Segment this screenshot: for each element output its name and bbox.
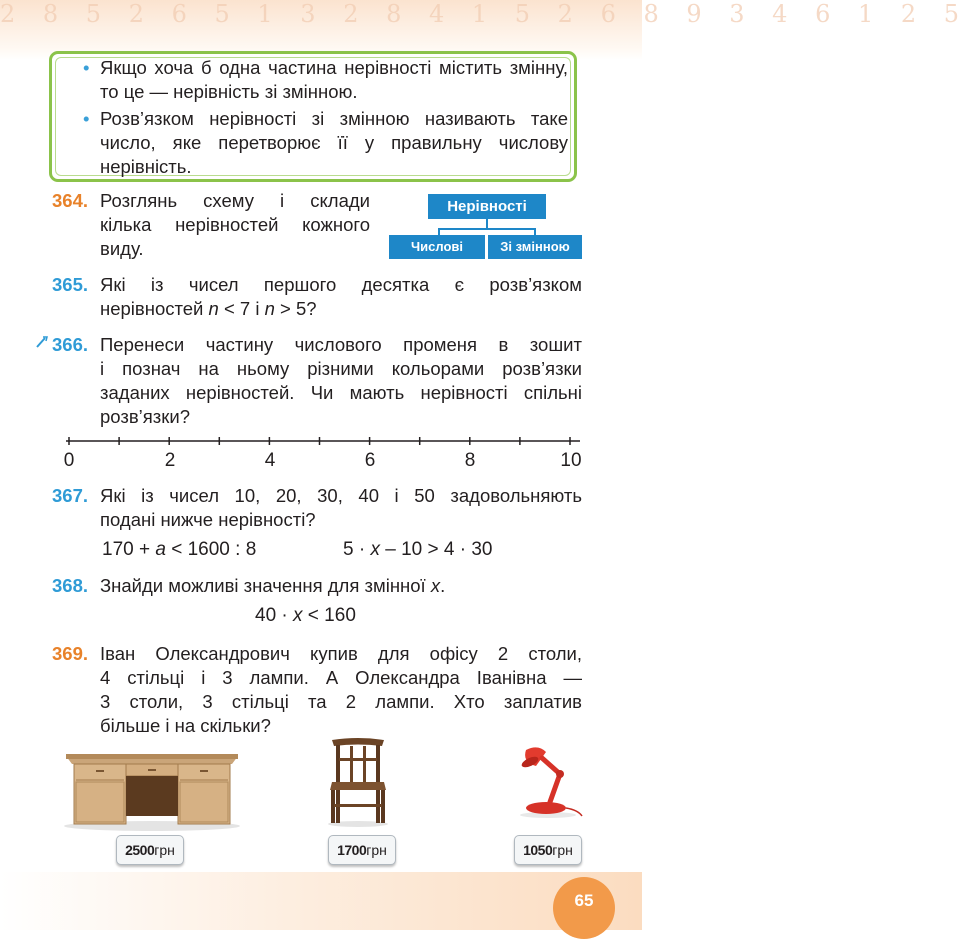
task-number: 364. [52, 190, 89, 211]
task-364-line: кілька нерівностей кожного [100, 214, 370, 235]
task-number: 366. [52, 334, 89, 355]
scheme-root-box: Нерівності [428, 194, 546, 219]
task-number: 369. [52, 643, 89, 664]
scheme-left-box: Числові [389, 235, 485, 259]
inequality-expression: 5 · x – 10 > 4 · 30 [343, 539, 493, 560]
task-369-line: Іван Олександрович купив для офісу 2 столи, [100, 643, 582, 664]
task-number: 368. [52, 575, 89, 596]
page-number: 65 [553, 877, 615, 939]
task-365-line: Які із чисел першого десятка є розв’язком [100, 274, 582, 295]
task-366-line: і познач на ньому різними кольорами розв’язки [100, 358, 582, 379]
pencil-icon [34, 334, 50, 350]
ray-label: 0 [63, 450, 75, 471]
ray-label: 4 [264, 450, 276, 471]
chair-image [326, 736, 390, 828]
task-364-line: виду. [100, 238, 144, 259]
number-ray [0, 430, 642, 454]
ray-label: 10 [560, 450, 582, 471]
task-364-line: Розглянь схему і склади [100, 190, 370, 211]
ray-label: 8 [464, 450, 476, 471]
task-365-line: нерівностей n < 7 і n > 5? [100, 298, 317, 319]
footer-band [0, 872, 642, 930]
rule-item-2: • Розв’язком нерівності зі змінною називають таке число, яке перетворює її у правильну числову нерівність. [83, 108, 568, 177]
bullet-icon: • [83, 57, 90, 78]
scheme-connector [438, 228, 536, 230]
desk-image [62, 752, 242, 832]
task-367-line: подані нижче нерівності? [100, 509, 316, 530]
task-366-line: Перенеси частину числового променя в зошит [100, 334, 582, 355]
price-tag-lamp: 1050грн [514, 835, 582, 865]
task-367-line: Які із чисел 10, 20, 30, 40 і 50 задовольняють [100, 485, 582, 506]
task-369-line: 4 стільці і 3 лампи. А Олександра Іванівна — [100, 667, 582, 688]
scheme-right-box: Зі змінною [488, 235, 582, 259]
rule-item-1: • Якщо хоча б одна частина нерівності містить змінну, то це — нерівність зі змінною. [83, 57, 568, 102]
ray-label: 6 [364, 450, 376, 471]
task-369-line: більше і на скільки? [100, 715, 271, 736]
inequality-expression: 40 · x < 160 [255, 605, 356, 626]
ray-label: 2 [164, 450, 176, 471]
lamp-image [512, 746, 584, 820]
bullet-icon: • [83, 108, 90, 129]
price-tag-chair: 1700грн [328, 835, 396, 865]
price-tag-desk: 2500грн [116, 835, 184, 865]
task-366-line: заданих нерівностей. Чи мають нерівності спільні [100, 382, 582, 403]
decorative-digits: 2 8 5 2 6 5 1 3 2 8 4 1 5 2 6 8 9 3 4 6 1 2 5 [0, 0, 969, 28]
task-number: 365. [52, 274, 89, 295]
task-369-line: 3 столи, 3 стільці та 2 лампи. Хто заплатив [100, 691, 582, 712]
task-number: 367. [52, 485, 89, 506]
inequality-expression: 170 + a < 1600 : 8 [102, 539, 257, 560]
task-368-line: Знайди можливі значення для змінної x. [100, 575, 446, 596]
task-366-line: розв’язки? [100, 406, 191, 427]
